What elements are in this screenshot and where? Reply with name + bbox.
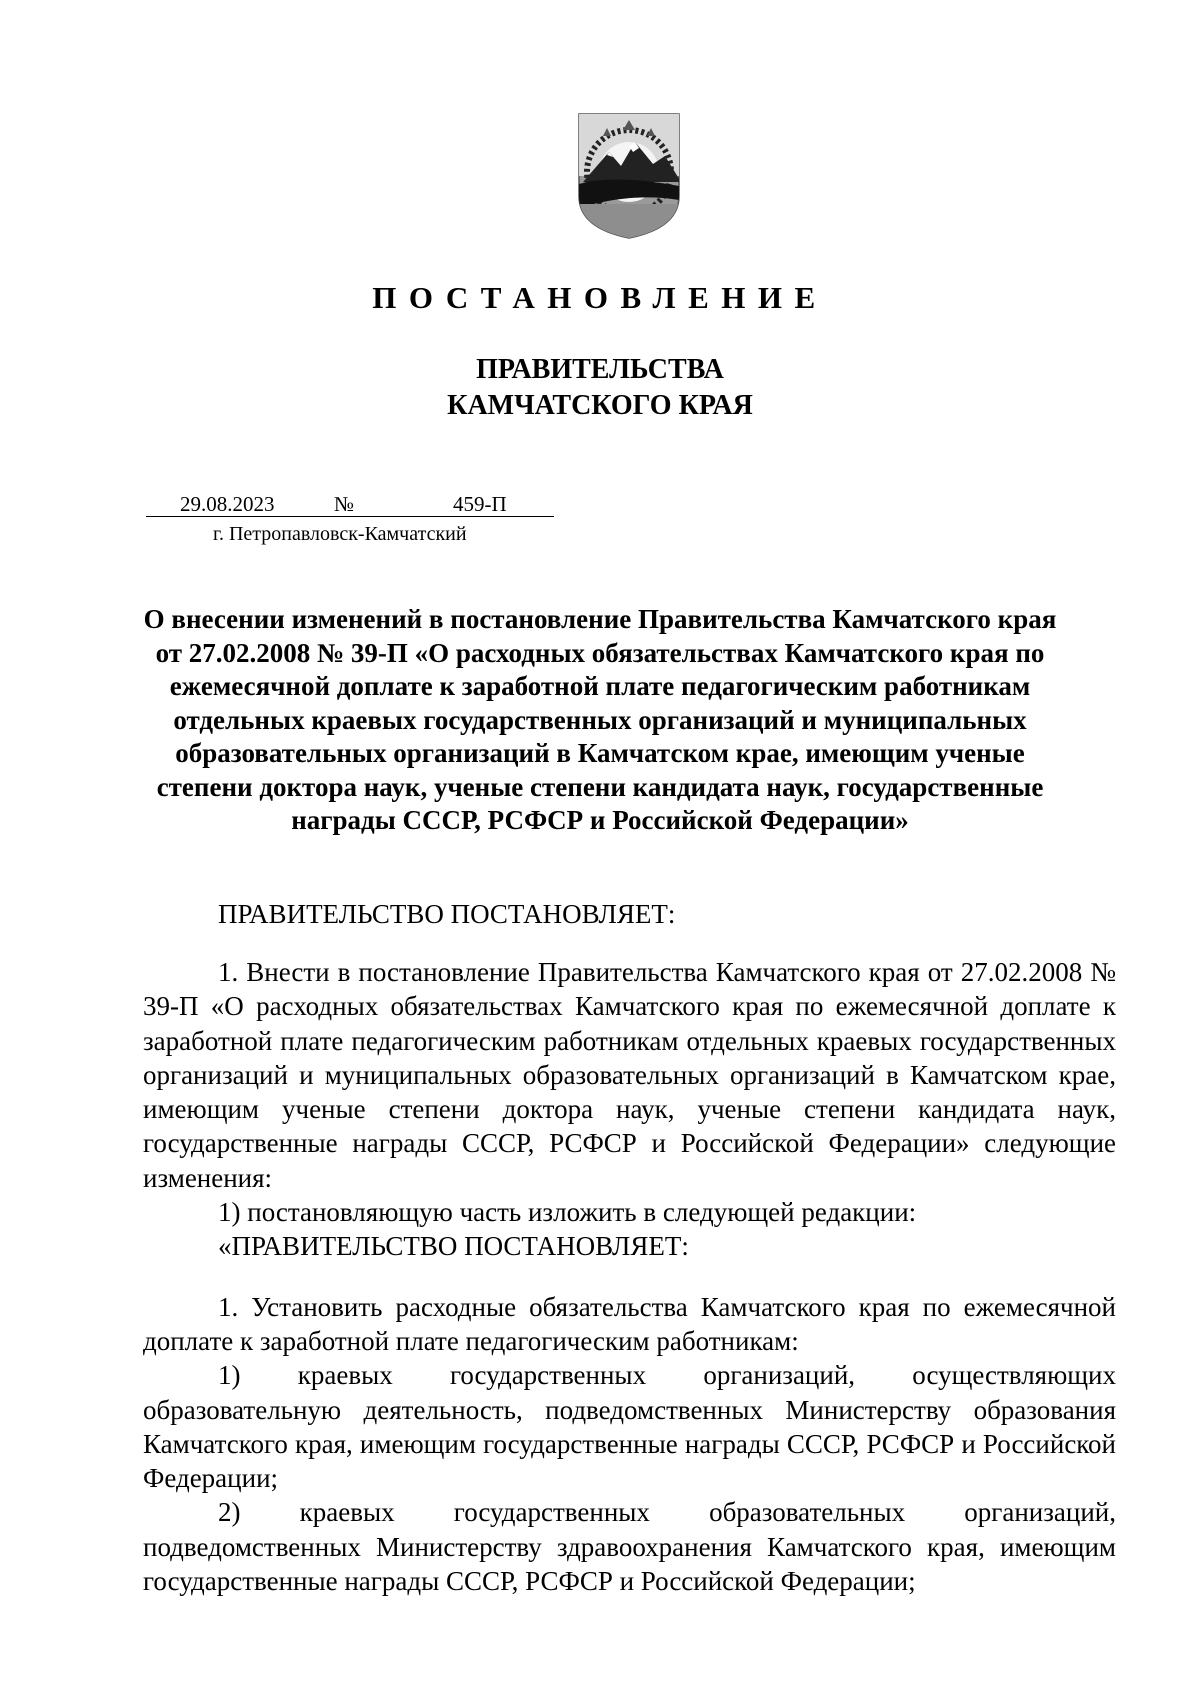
issuing-authority — [0, 352, 1200, 424]
paragraph-gap — [143, 1264, 1116, 1290]
decree-heading: ПРАВИТЕЛЬСТВО ПОСТАНОВЛЯЕТ: — [218, 899, 676, 929]
registration-line — [146, 492, 554, 517]
title-line: отдельных краевых государственных организаций и муниципальных — [173, 704, 1027, 735]
paragraph-1: 1. Внести в постановление Правительства Камчатского края от 27.02.2008 № 39-П «О расходных обязательствах Камчатского края по ежемесячной доплате к заработной плате педагогическим работникам отдельных краевых государственных организаций и муниципальных образовательных организаций в Камчатском крае, имеющим ученые степени доктора наук, ученые степени кандидата наук, государственные награды СССР, РСФСР и Российской Федерации» следующие изменения: — [143, 957, 1116, 1193]
paragraph-2: 1) постановляющую часть изложить в следующей редакции: — [218, 1197, 917, 1228]
number-sign: № — [334, 492, 355, 516]
paragraph-6: 2) краевых государственных образовательных организаций, подведомственных Министерству здравоохранения Камчатского края, имеющим государственные награды СССР, РСФСР и Российской Федерации; — [143, 1497, 1116, 1597]
title-line: от 27.02.2008 № 39-П «О расходных обязательствах Камчатского края по — [155, 637, 1045, 668]
issuer-line-1: ПРАВИТЕЛЬСТВА — [476, 354, 724, 385]
paragraph-5: 1) краевых государственных организаций, осуществляющих образовательную деятельность, подведомственных Министерству образования Камчатского края, имеющим государственные награды СССР, РСФСР и Российской Федерации; — [143, 1360, 1116, 1494]
city-of-issue: г. Петропавловск-Камчатский — [213, 523, 467, 545]
document-body — [143, 955, 1116, 1598]
title-line: образовательных организаций в Камчатском крае, имеющим ученые — [175, 738, 1025, 768]
title-line: награды СССР, РСФСР и Российской Федерации» — [291, 805, 909, 835]
document-type-heading: ПОСТАНОВЛЕНИЕ — [372, 280, 828, 315]
paragraph-4: 1. Установить расходные обязательства Камчатского края по ежемесячной доплате к заработной плате педагогическим работникам: — [143, 1291, 1116, 1356]
title-line: степени доктора наук, ученые степени кандидата наук, государственные — [156, 771, 1044, 802]
title-line: ежемесячной доплате к заработной плате педагогическим работникам — [169, 671, 1031, 701]
kamchatka-coat-of-arms-emblem — [573, 112, 685, 240]
document-title — [130, 603, 1070, 838]
document-date: 29.08.2023 — [180, 492, 275, 516]
issuer-line-2: КАМЧАТСКОГО КРАЯ — [447, 390, 753, 421]
title-line: О внесении изменений в постановление Правительства Камчатского края — [143, 604, 1057, 634]
coat-of-arms-icon — [573, 112, 685, 240]
paragraph-3: «ПРАВИТЕЛЬСТВО ПОСТАНОВЛЯЕТ: — [218, 1231, 689, 1262]
document-number: 459-П — [453, 492, 507, 516]
